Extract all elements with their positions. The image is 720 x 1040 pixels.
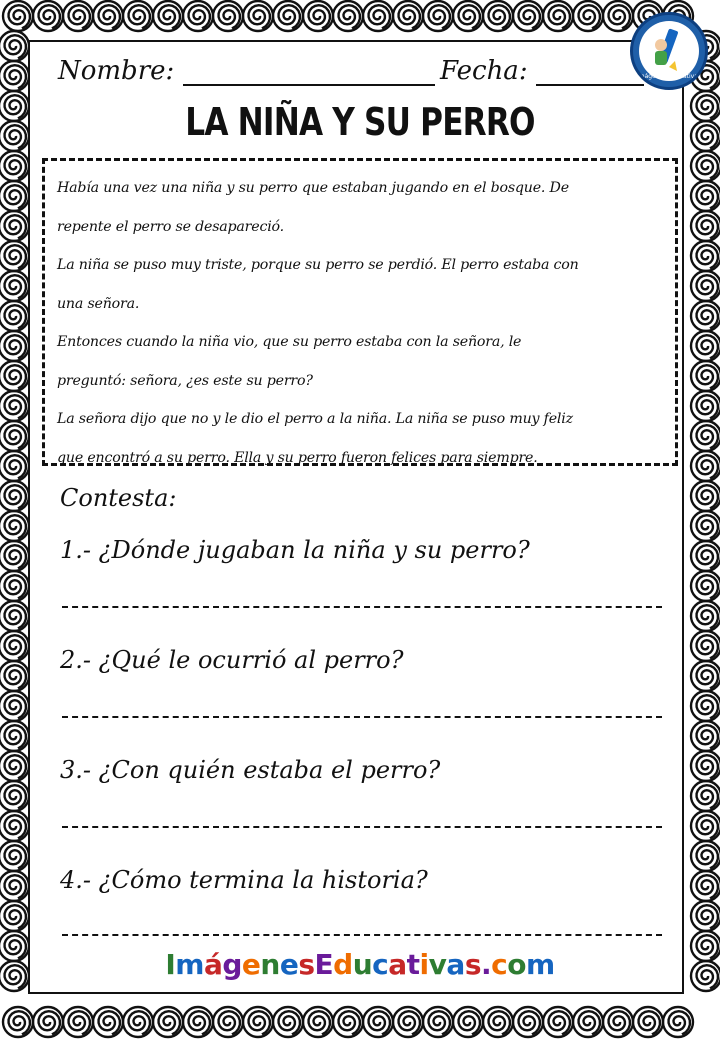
pencil-mascot-icon bbox=[639, 21, 699, 81]
swirl-decoration bbox=[399, 5, 420, 28]
swirl-decoration bbox=[697, 245, 718, 268]
swirl-decoration bbox=[309, 1011, 330, 1034]
swirl-decoration bbox=[697, 635, 718, 658]
answer-line-4[interactable] bbox=[62, 934, 662, 936]
swirl-decoration bbox=[459, 1011, 480, 1034]
logo-letter: a bbox=[446, 948, 465, 981]
swirl-decoration bbox=[5, 635, 26, 658]
swirl-decoration bbox=[5, 185, 26, 208]
question-4: 4.- ¿Cómo termina la historia? bbox=[60, 866, 428, 894]
swirl-decoration bbox=[5, 35, 26, 58]
swirl-decoration bbox=[519, 5, 540, 28]
swirl-decoration bbox=[697, 725, 718, 748]
swirl-decoration bbox=[69, 1011, 90, 1034]
logo-letter: g bbox=[222, 948, 242, 981]
footer-brand-logo bbox=[0, 948, 720, 981]
logo-letter: u bbox=[352, 948, 373, 981]
swirl-decoration bbox=[579, 5, 600, 28]
swirl-decoration bbox=[279, 1011, 300, 1034]
swirl-decoration bbox=[309, 5, 330, 28]
swirl-decoration bbox=[5, 875, 26, 898]
swirl-decoration bbox=[549, 1011, 570, 1034]
swirl-decoration bbox=[39, 1011, 60, 1034]
swirl-decoration bbox=[5, 155, 26, 178]
swirl-decoration bbox=[5, 455, 26, 478]
logo-letter: e bbox=[241, 948, 261, 981]
swirl-decoration bbox=[549, 5, 570, 28]
swirl-decoration bbox=[129, 5, 150, 28]
question-1: 1.- ¿Dónde jugaban la niña y su perro? bbox=[60, 536, 530, 564]
date-blank-line[interactable] bbox=[536, 60, 644, 86]
swirl-decoration bbox=[5, 665, 26, 688]
swirl-decoration bbox=[5, 275, 26, 298]
swirl-decoration bbox=[189, 1011, 210, 1034]
swirl-decoration bbox=[5, 575, 26, 598]
swirl-decoration bbox=[5, 125, 26, 148]
date-field-row bbox=[440, 56, 644, 86]
swirl-decoration bbox=[697, 605, 718, 628]
story-line: que encontró a su perro. Ella y su perro fueron felices para siempre. bbox=[57, 449, 538, 466]
swirl-decoration bbox=[5, 485, 26, 508]
swirl-decoration bbox=[639, 1011, 660, 1034]
story-box bbox=[42, 158, 678, 466]
swirl-decoration bbox=[697, 875, 718, 898]
page-title: LA NIÑA Y SU PERRO bbox=[185, 100, 535, 144]
swirl-decoration bbox=[99, 5, 120, 28]
swirl-decoration bbox=[697, 695, 718, 718]
swirl-decoration bbox=[697, 185, 718, 208]
swirl-decoration bbox=[5, 425, 26, 448]
swirl-decoration bbox=[5, 725, 26, 748]
swirl-decoration bbox=[339, 5, 360, 28]
logo-letter: v bbox=[428, 948, 447, 981]
logo-letter: m bbox=[525, 948, 555, 981]
swirl-decoration bbox=[9, 1011, 30, 1034]
swirl-decoration bbox=[5, 695, 26, 718]
question-2: 2.- ¿Qué le ocurrió al perro? bbox=[60, 646, 404, 674]
swirl-decoration bbox=[5, 785, 26, 808]
swirl-decoration bbox=[339, 1011, 360, 1034]
swirl-decoration bbox=[697, 845, 718, 868]
swirl-decoration bbox=[5, 605, 26, 628]
story-line: preguntó: señora, ¿es este su perro? bbox=[57, 372, 313, 389]
swirl-decoration bbox=[697, 755, 718, 778]
swirl-decoration bbox=[697, 275, 718, 298]
swirl-decoration bbox=[39, 5, 60, 28]
logo-letter: . bbox=[480, 948, 492, 981]
swirl-decoration bbox=[5, 905, 26, 928]
swirl-decoration bbox=[697, 215, 718, 238]
swirl-decoration bbox=[697, 815, 718, 838]
story-line: Había una vez una niña y su perro que estaban jugando en el bosque. De bbox=[57, 180, 569, 196]
swirl-decoration bbox=[5, 395, 26, 418]
swirl-decoration bbox=[609, 5, 630, 28]
logo-letter: a bbox=[388, 948, 407, 981]
swirl-decoration bbox=[697, 335, 718, 358]
swirl-decoration bbox=[697, 125, 718, 148]
logo-letter: d bbox=[333, 948, 353, 981]
swirl-decoration bbox=[697, 545, 718, 568]
swirl-decoration bbox=[697, 365, 718, 388]
swirl-decoration bbox=[9, 5, 30, 28]
swirl-decoration bbox=[369, 5, 390, 28]
date-label: Fecha: bbox=[440, 56, 528, 86]
swirl-decoration bbox=[489, 5, 510, 28]
story-line: Entonces cuando la niña vio, que su perro estaba con la señora, le bbox=[57, 334, 522, 350]
swirl-decoration bbox=[129, 1011, 150, 1034]
swirl-decoration bbox=[5, 845, 26, 868]
logo-letter: E bbox=[314, 948, 334, 981]
logo-letter: c bbox=[491, 948, 508, 981]
logo-letter: o bbox=[507, 948, 526, 981]
swirl-decoration bbox=[697, 455, 718, 478]
logo-letter: n bbox=[260, 948, 280, 981]
swirl-decoration bbox=[697, 665, 718, 688]
answer-line-1[interactable] bbox=[62, 606, 662, 608]
swirl-decoration bbox=[697, 155, 718, 178]
swirl-decoration bbox=[697, 905, 718, 928]
logo-letter: e bbox=[279, 948, 299, 981]
logo-letter: c bbox=[372, 948, 389, 981]
swirl-decoration bbox=[459, 5, 480, 28]
swirl-decoration bbox=[5, 215, 26, 238]
swirl-decoration bbox=[429, 1011, 450, 1034]
swirl-decoration bbox=[697, 305, 718, 328]
name-label: Nombre: bbox=[58, 56, 175, 86]
swirl-decoration bbox=[5, 515, 26, 538]
swirl-decoration bbox=[5, 545, 26, 568]
swirl-decoration bbox=[249, 5, 270, 28]
swirl-decoration bbox=[429, 5, 450, 28]
swirl-decoration bbox=[697, 785, 718, 808]
swirl-decoration bbox=[5, 305, 26, 328]
swirl-decoration bbox=[219, 5, 240, 28]
name-blank-line[interactable] bbox=[183, 60, 435, 86]
swirl-decoration bbox=[609, 1011, 630, 1034]
logo-letter: s bbox=[298, 948, 315, 981]
answer-line-3[interactable] bbox=[62, 826, 662, 828]
swirl-decoration bbox=[5, 755, 26, 778]
swirl-decoration bbox=[489, 1011, 510, 1034]
story-line: repente el perro se desapareció. bbox=[57, 218, 284, 235]
swirl-decoration bbox=[519, 1011, 540, 1034]
swirl-decoration bbox=[369, 1011, 390, 1034]
swirl-decoration bbox=[697, 575, 718, 598]
swirl-decoration bbox=[399, 1011, 420, 1034]
swirl-decoration bbox=[5, 365, 26, 388]
swirl-decoration bbox=[697, 425, 718, 448]
swirl-decoration bbox=[219, 1011, 240, 1034]
question-3: 3.- ¿Con quién estaba el perro? bbox=[60, 756, 441, 784]
story-line: una señora. bbox=[57, 295, 140, 312]
swirl-decoration bbox=[697, 485, 718, 508]
swirl-decoration bbox=[5, 65, 26, 88]
swirl-decoration bbox=[697, 95, 718, 118]
swirl-decoration bbox=[5, 95, 26, 118]
swirl-decoration bbox=[189, 5, 210, 28]
swirl-decoration bbox=[99, 1011, 120, 1034]
logo-letter: m bbox=[175, 948, 204, 981]
logo-letter: t bbox=[406, 948, 420, 981]
swirl-decoration bbox=[159, 1011, 180, 1034]
swirl-decoration bbox=[697, 395, 718, 418]
swirl-decoration bbox=[5, 245, 26, 268]
answer-line-2[interactable] bbox=[62, 716, 662, 718]
swirl-decoration bbox=[579, 1011, 600, 1034]
story-line: La señora dijo que no y le dio el perro a la niña. La niña se puso muy feliz bbox=[57, 411, 573, 427]
logo-letter: s bbox=[464, 948, 481, 981]
answer-heading: Contesta: bbox=[60, 484, 177, 512]
swirl-decoration bbox=[697, 515, 718, 538]
swirl-decoration bbox=[249, 1011, 270, 1034]
name-field-row bbox=[58, 56, 435, 86]
story-line: La niña se puso muy triste, porque su perro se perdió. El perro estaba con bbox=[57, 257, 579, 273]
swirl-decoration bbox=[5, 335, 26, 358]
logo-letter: I bbox=[165, 948, 176, 981]
swirl-decoration bbox=[279, 5, 300, 28]
swirl-decoration bbox=[159, 5, 180, 28]
badge-label: Imágenes Educativas bbox=[636, 73, 702, 80]
logo-letter: á bbox=[203, 948, 223, 981]
logo-letter: i bbox=[419, 948, 429, 981]
swirl-decoration bbox=[69, 5, 90, 28]
swirl-decoration bbox=[5, 815, 26, 838]
swirl-decoration bbox=[669, 1011, 690, 1034]
